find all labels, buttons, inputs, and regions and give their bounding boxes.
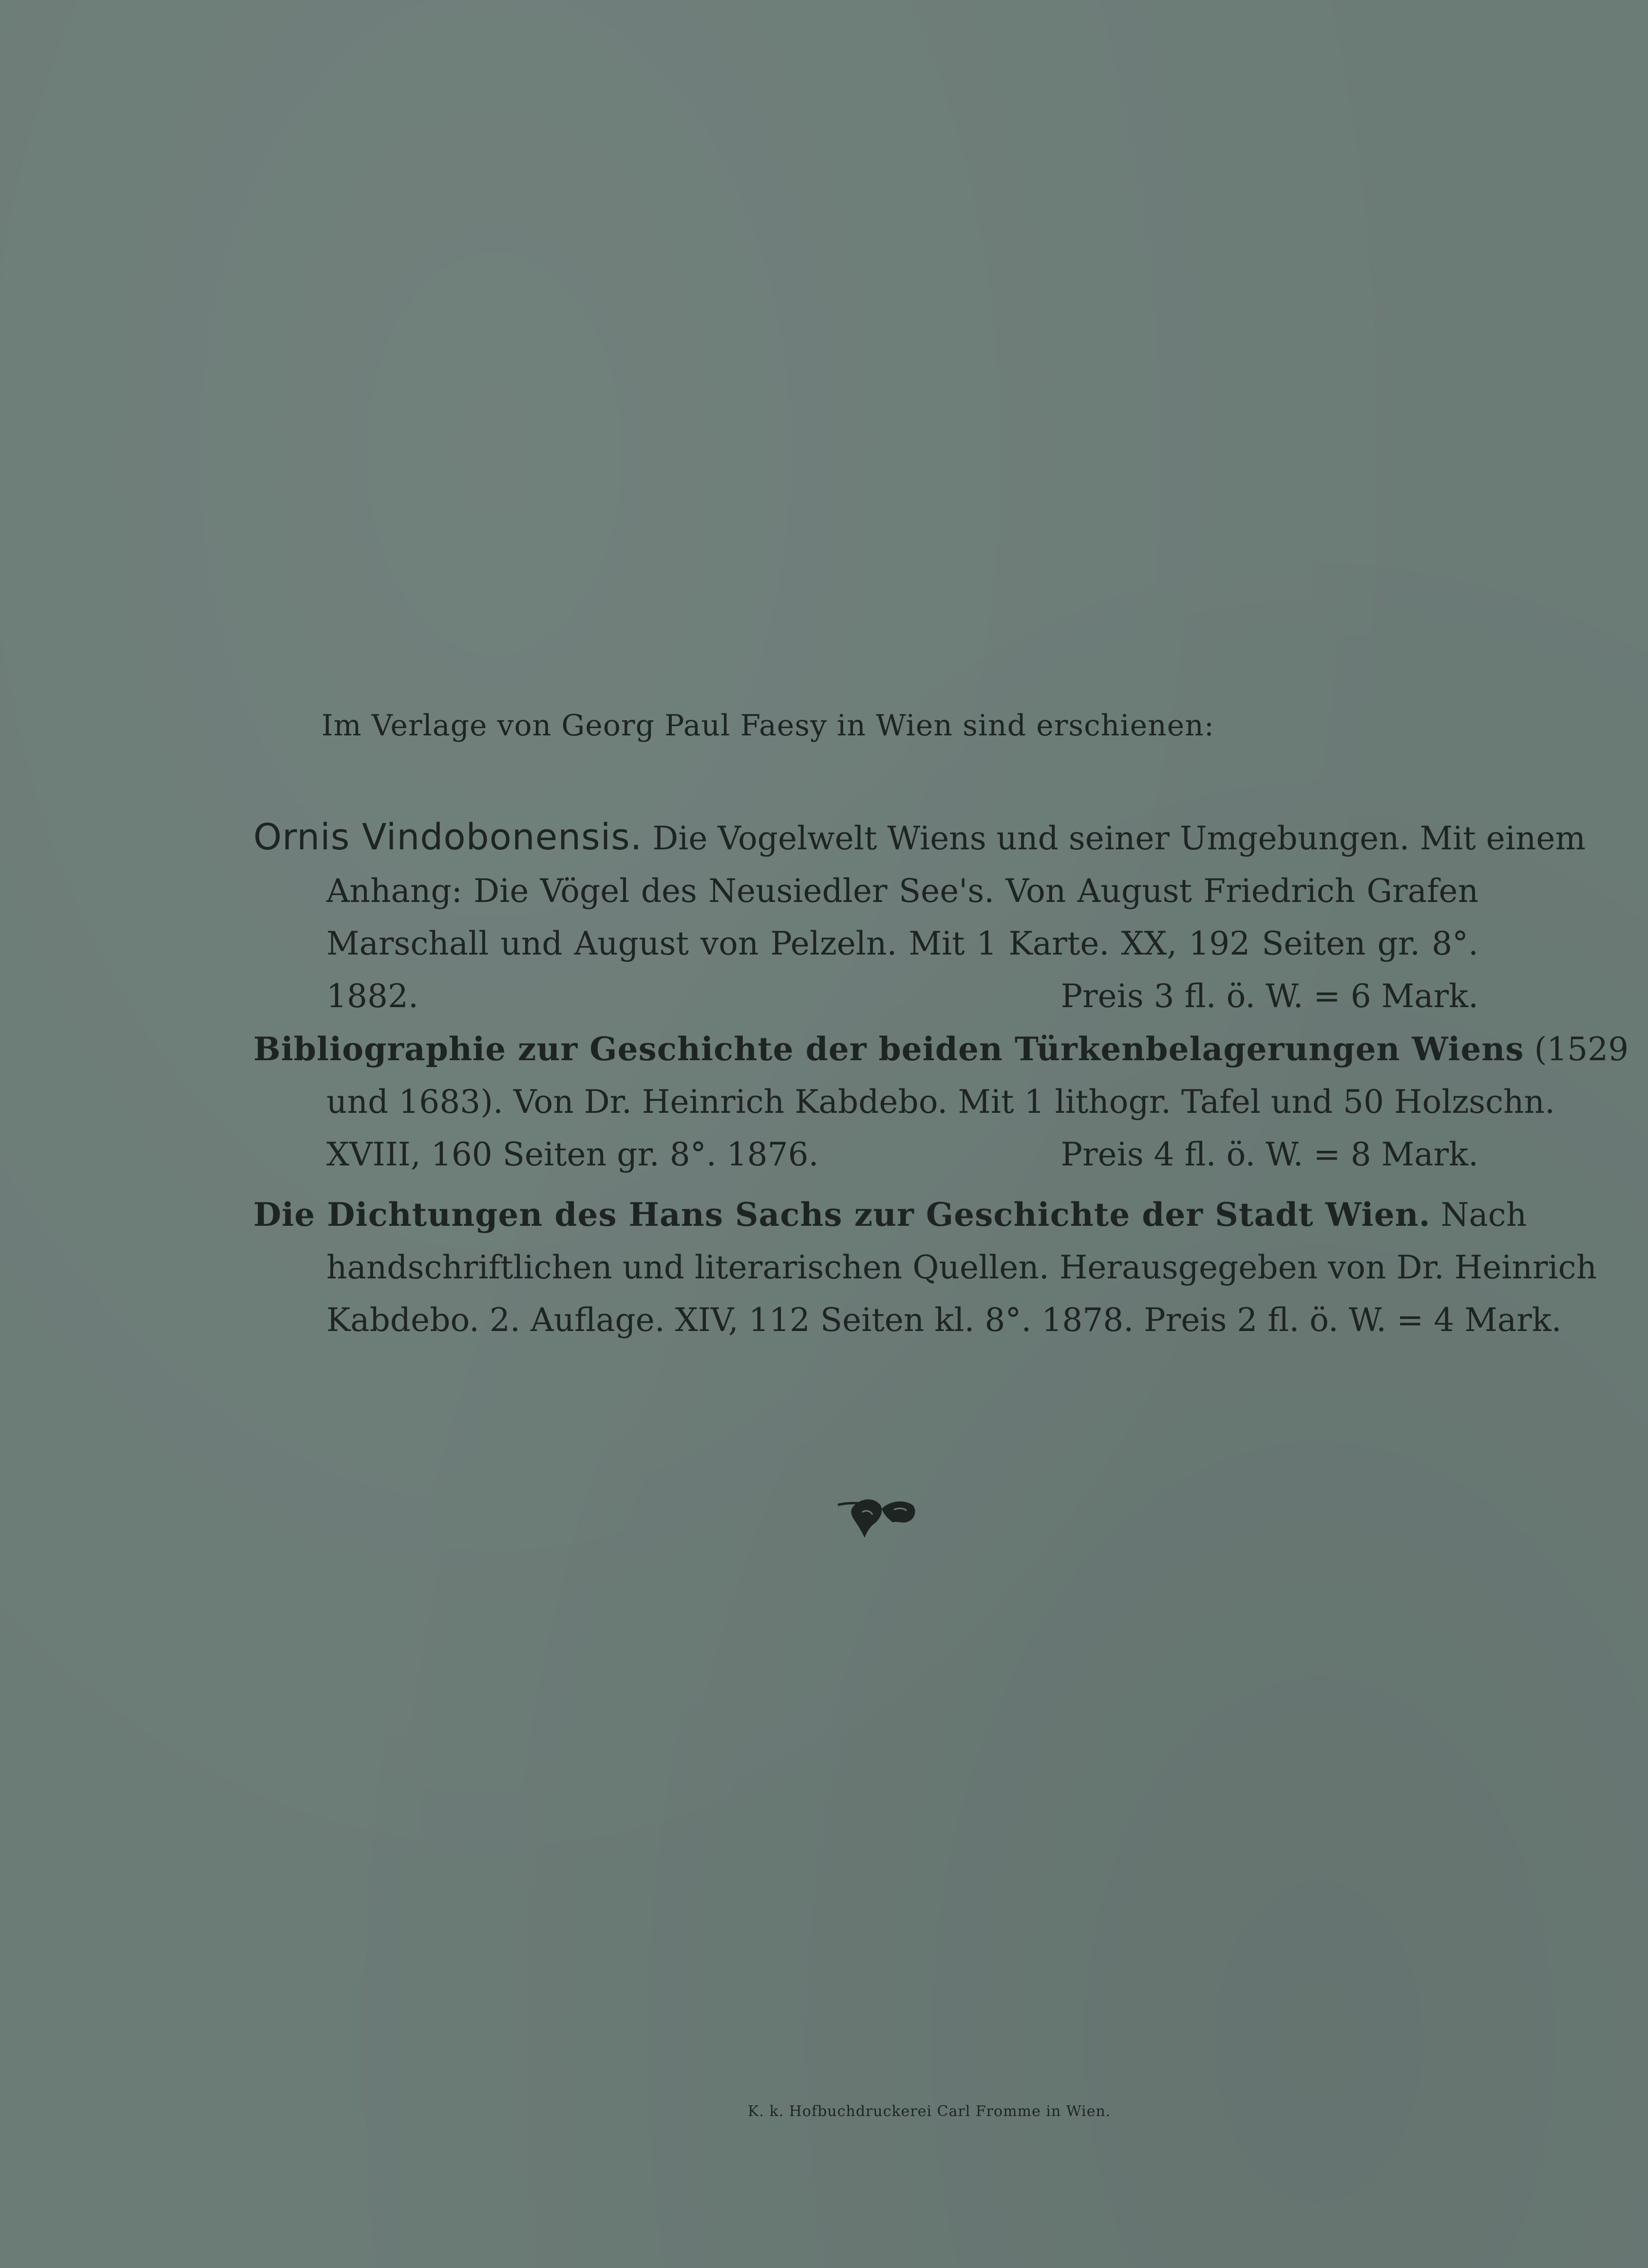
entry-line: und 1683). Von Dr. Heinrich Kabdebo. Mit 1 lithogr. Tafel und 50 Holzschn. [326, 1083, 1555, 1121]
book-title: Ornis Vindobonensis. [253, 816, 643, 858]
entry-line: Marschall und August von Pelzeln. Mit 1 Karte. XX, 192 Seiten gr. 8°. [326, 925, 1478, 962]
entry-text: Die Vogelwelt Wiens und seiner Umgebungen. Mit einem [652, 820, 1586, 857]
entry-first-line [253, 1023, 1629, 1076]
entry-line: Kabdebo. 2. Auflage. XIV, 112 Seiten kl. 8°. 1878. Preis 2 fl. ö. W. = 4 Mark. [326, 1301, 1562, 1339]
book-title: Die Dichtungen des Hans Sachs zur Geschichte der Stadt Wien. [253, 1196, 1431, 1234]
entry-details: XVIII, 160 Seiten gr. 8°. 1876. [326, 1136, 819, 1173]
entry-text: (1529 [1534, 1031, 1629, 1068]
publisher-heading: Im Verlage von Georg Paul Faesy in Wien sind erschienen: [322, 709, 1215, 743]
entry-line: handschriftlichen und literarischen Quellen. Herausgegeben von Dr. Heinrich [326, 1249, 1597, 1286]
entry-line: Anhang: Die Vögel des Neusiedler See's. Von August Friedrich Grafen [326, 872, 1478, 910]
entry-last-line [253, 1128, 1478, 1181]
book-entry-ornis [253, 811, 1586, 1023]
entry-last-line [253, 970, 1478, 1023]
book-entry-hans-sachs [253, 1188, 1597, 1347]
entry-year: 1882. [326, 977, 418, 1015]
entry-price: Preis 3 fl. ö. W. = 6 Mark. [1061, 977, 1478, 1015]
printer-imprint: K. k. Hofbuchdruckerei Carl Fromme in Wien. [748, 2103, 1111, 2120]
entry-first-line [253, 811, 1586, 865]
entry-price: Preis 4 fl. ö. W. = 8 Mark. [1061, 1136, 1478, 1173]
entry-first-line [253, 1188, 1527, 1241]
vine-leaf-ornament-icon [835, 1490, 918, 1539]
book-title: Bibliographie zur Geschichte der beiden Türkenbelagerungen Wiens [253, 1030, 1524, 1068]
book-entry-bibliographie [253, 1023, 1629, 1181]
entry-text: Nach [1440, 1196, 1527, 1234]
